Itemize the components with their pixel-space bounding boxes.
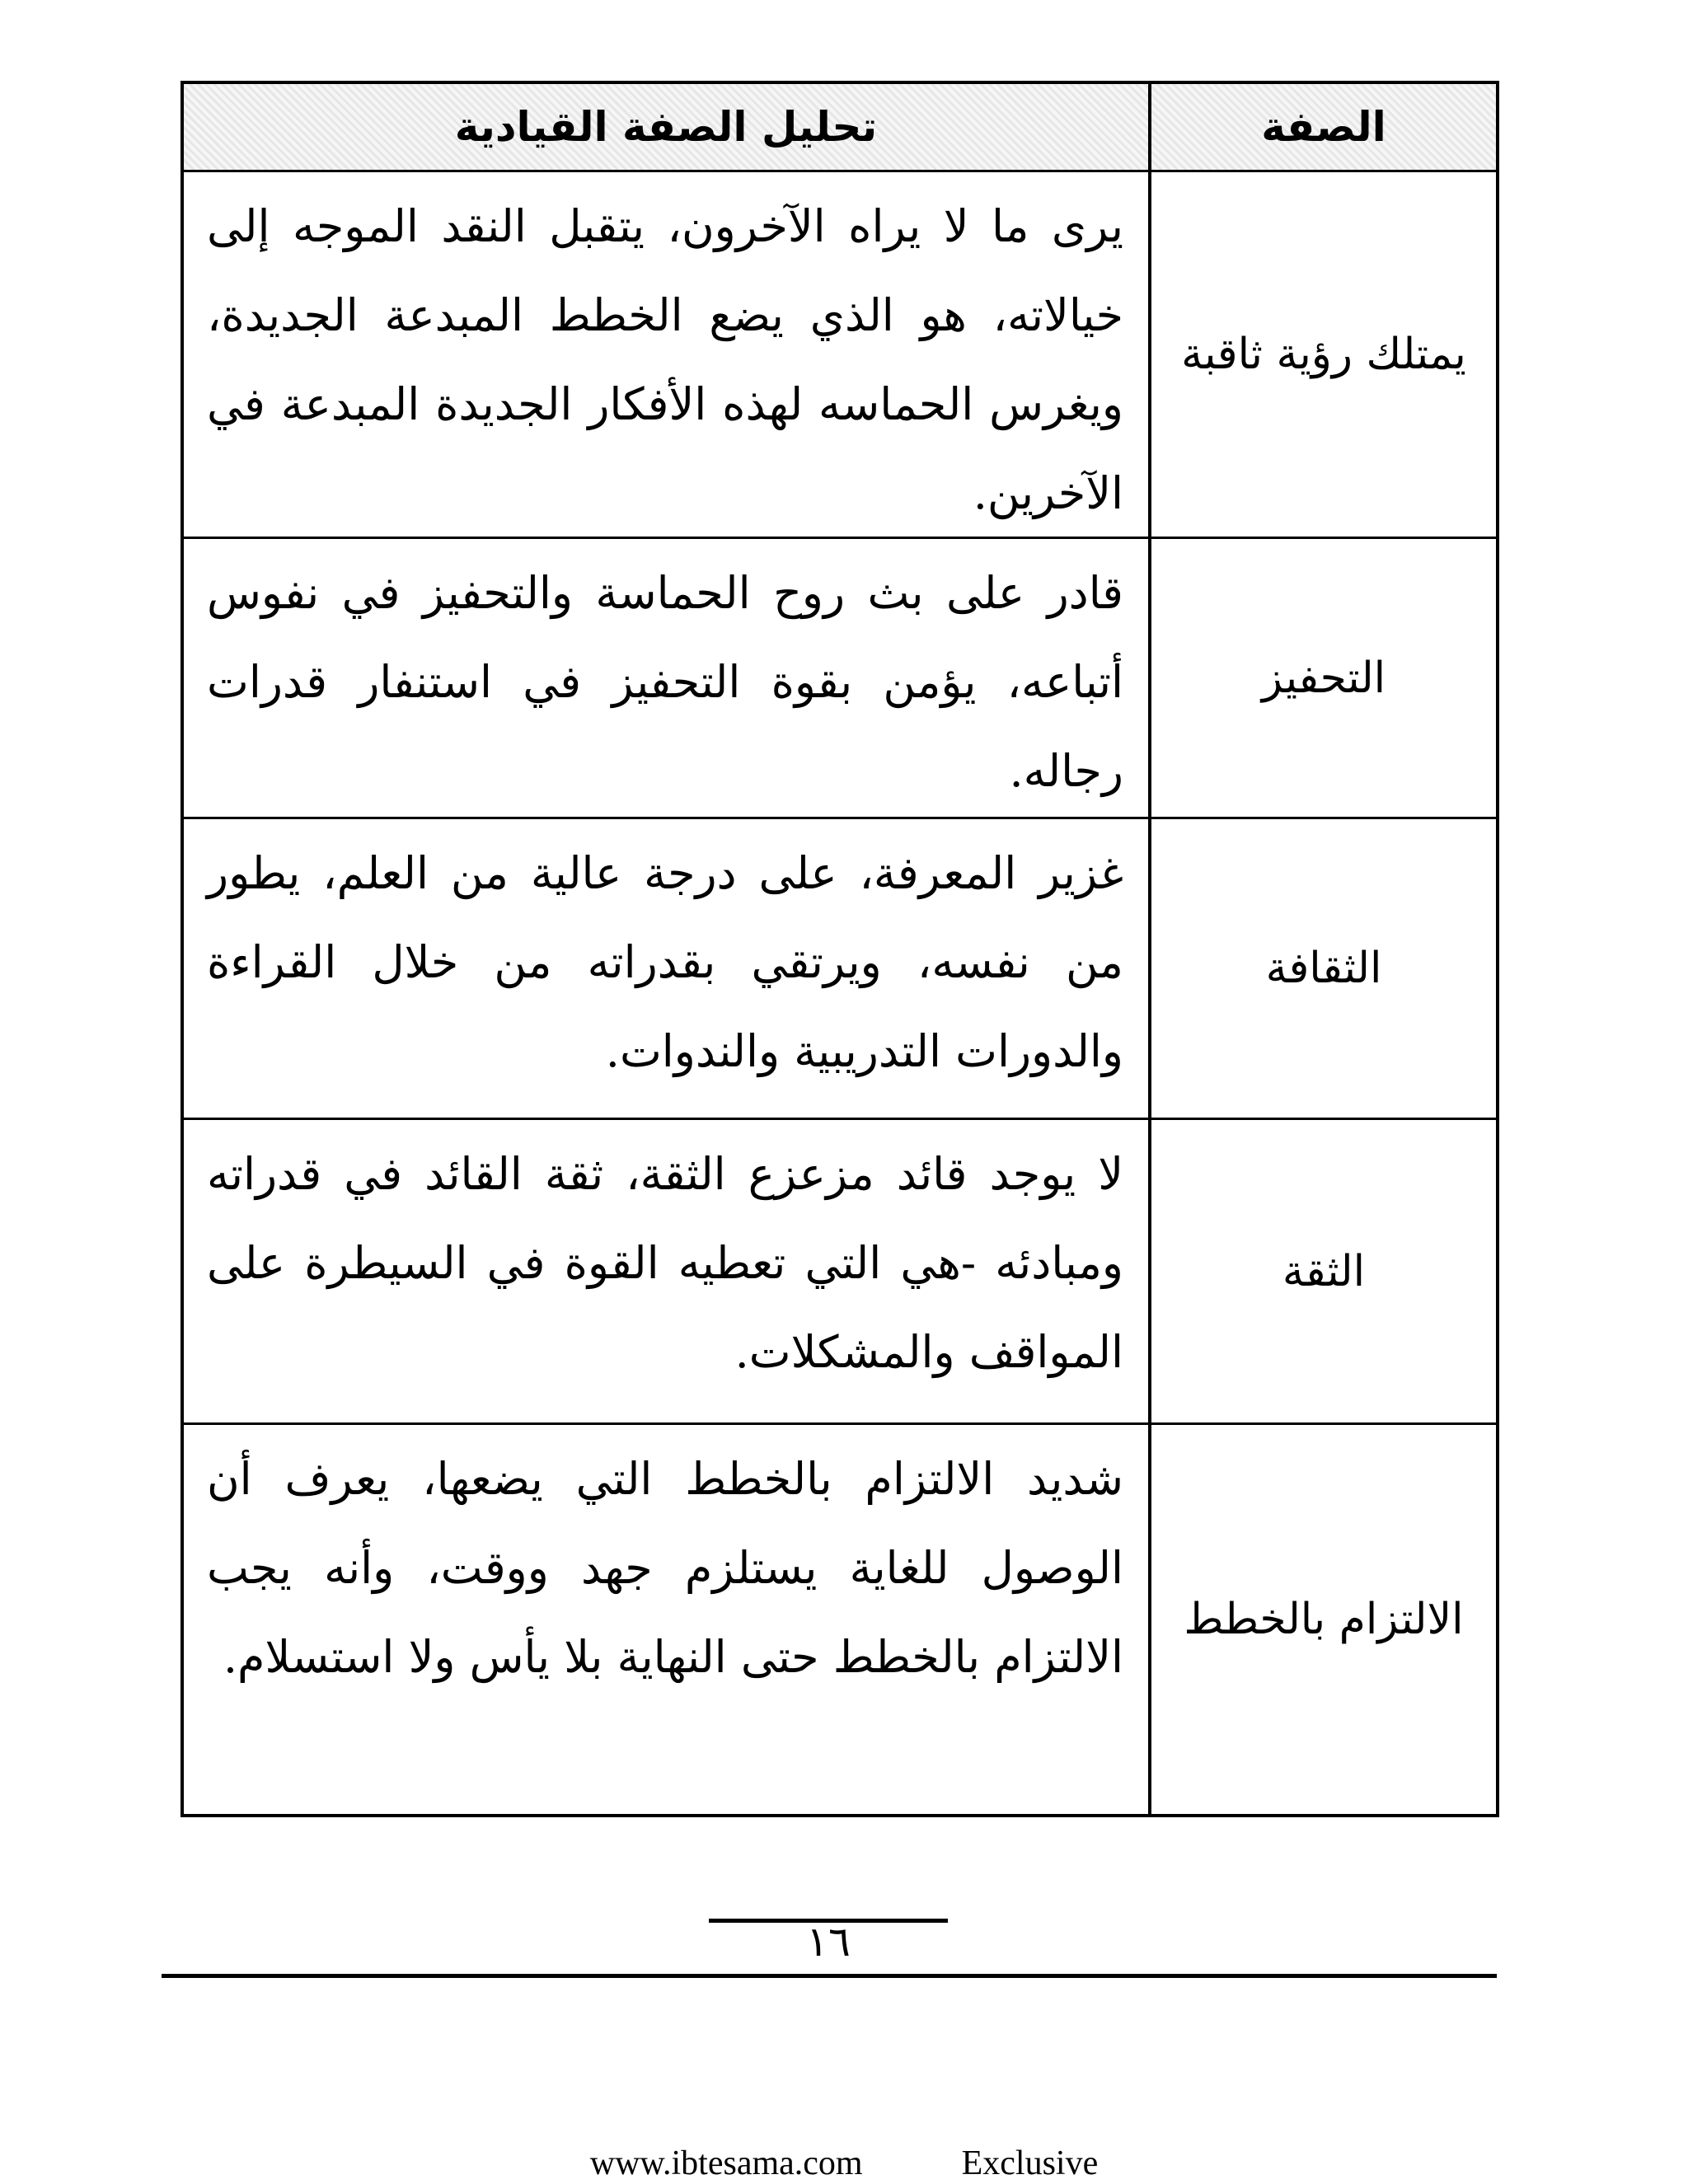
trait-name: التحفيز xyxy=(1148,539,1496,817)
table-row xyxy=(184,1422,1496,1814)
trait-analysis: لا يوجد قائد مزعزع الثقة، ثقة القائد في قدراته ومبادئه -هي التي تعطيه القوة في السيطرة على المواقف والمشكلات. xyxy=(207,1148,1123,1378)
table-header-row xyxy=(184,84,1496,170)
trait-name: الثقة xyxy=(1148,1120,1496,1422)
trait-analysis: غزير المعرفة، على درجة عالية من العلم، يطور من نفسه، ويرتقي بقدراته من خلال القراءة والدورات التدريبية والندوات. xyxy=(207,847,1123,1077)
footer-credits xyxy=(0,2143,1688,2184)
trait-analysis: يرى ما لا يراه الآخرون، يتقبل النقد الموجه إلى خيالاته، هو الذي يضع الخطط المبدعة الجديدة، ويغرس الحماسه لهذه الأفكار الجديدة المبدعة في الآخرين. xyxy=(207,200,1123,519)
footer-divider xyxy=(162,1974,1497,1978)
trait-name: يمتلك رؤية ثاقبة xyxy=(1148,172,1496,537)
table-row xyxy=(184,170,1496,537)
page-number: ١٦ xyxy=(806,1918,851,1966)
trait-name: الالتزام بالخطط xyxy=(1148,1425,1496,1814)
table-row xyxy=(184,537,1496,817)
exclusive-label: Exclusive xyxy=(961,2144,1099,2182)
table-row xyxy=(184,817,1496,1118)
trait-name: الثقافة xyxy=(1148,819,1496,1118)
header-analysis: تحليل الصفة القيادية xyxy=(184,84,1148,170)
header-attribute: الصفة xyxy=(1148,84,1496,170)
leadership-traits-table xyxy=(181,81,1499,1817)
website-link[interactable]: www.ibtesama.com xyxy=(589,2144,863,2182)
table-row xyxy=(184,1118,1496,1422)
trait-analysis: قادر على بث روح الحماسة والتحفيز في نفوس أتباعه، يؤمن بقوة التحفيز في استنفار قدرات رجاله. xyxy=(207,567,1123,797)
trait-analysis: شديد الالتزام بالخطط التي يضعها، يعرف أن الوصول للغاية يستلزم جهد ووقت، وأنه يجب الالتزام بالخطط حتى النهاية بلا يأس ولا استسلام. xyxy=(207,1453,1123,1683)
